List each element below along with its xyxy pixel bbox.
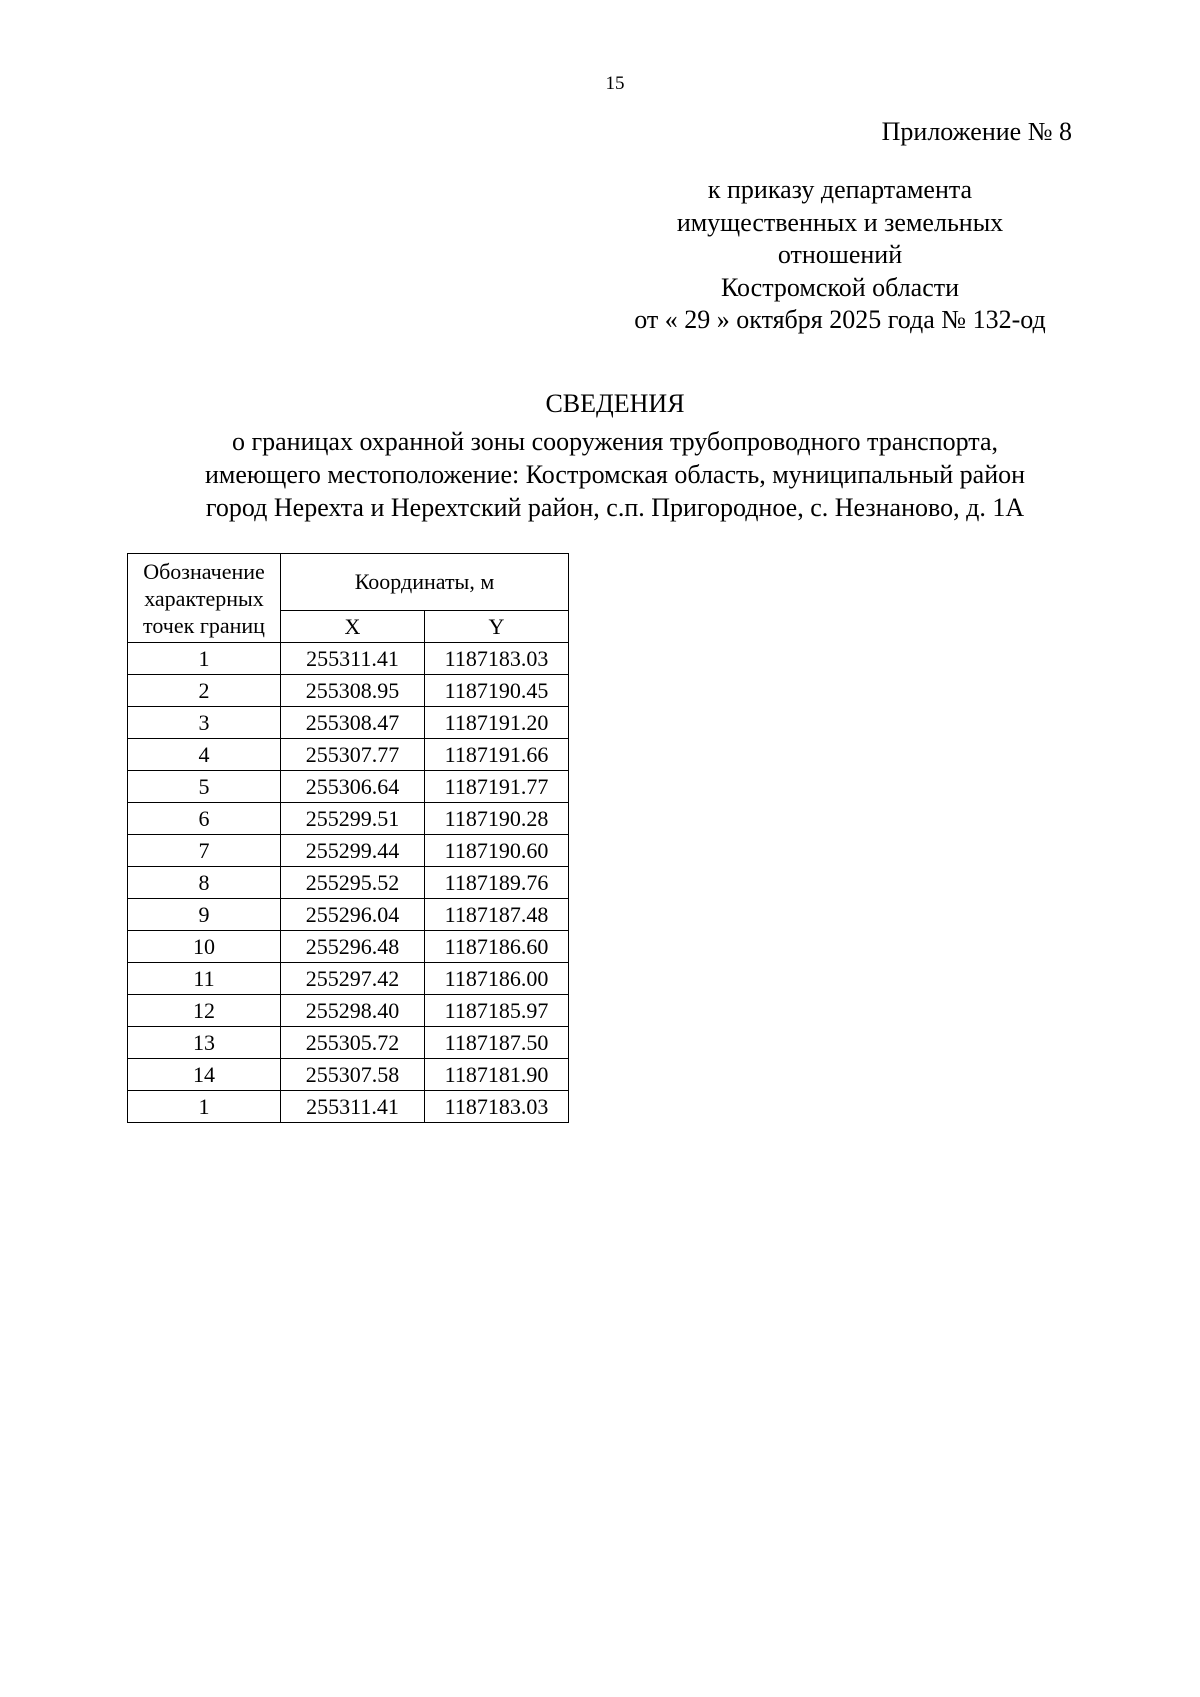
- x-coordinate-cell: 255307.77: [281, 739, 425, 771]
- header-designation-line: характерных: [144, 585, 264, 611]
- x-coordinate-cell: 255305.72: [281, 1027, 425, 1059]
- point-cell: 10: [128, 931, 281, 963]
- y-coordinate-cell: 1187190.45: [425, 675, 569, 707]
- y-coordinate-cell: 1187183.03: [425, 643, 569, 675]
- point-cell: 2: [128, 675, 281, 707]
- order-reference: [600, 174, 1080, 337]
- point-cell: 7: [128, 835, 281, 867]
- x-coordinate-cell: 255311.41: [281, 643, 425, 675]
- coordinates-table: [127, 553, 569, 1123]
- x-coordinate-cell: 255308.95: [281, 675, 425, 707]
- document-heading: СВЕДЕНИЯ: [545, 389, 685, 418]
- x-coordinate-cell: 255306.64: [281, 771, 425, 803]
- table-row: [128, 739, 569, 771]
- point-cell: 5: [128, 771, 281, 803]
- x-coordinate-cell: 255307.58: [281, 1059, 425, 1091]
- y-coordinate-cell: 1187187.48: [425, 899, 569, 931]
- coordinates-table-body: [128, 643, 569, 1123]
- y-coordinate-cell: 1187191.20: [425, 707, 569, 739]
- header-y: Y: [425, 611, 569, 643]
- x-coordinate-cell: 255311.41: [281, 1091, 425, 1123]
- point-cell: 12: [128, 995, 281, 1027]
- document-subheading: [150, 425, 1080, 524]
- order-line: отношений: [777, 240, 903, 269]
- x-coordinate-cell: 255296.48: [281, 931, 425, 963]
- header-designation-line: точек границ: [143, 612, 265, 638]
- point-cell: 13: [128, 1027, 281, 1059]
- table-row: [128, 1059, 569, 1091]
- appendix-title: Приложение № 8: [881, 117, 1072, 146]
- table-row: [128, 899, 569, 931]
- x-coordinate-cell: 255299.44: [281, 835, 425, 867]
- x-coordinate-cell: 255298.40: [281, 995, 425, 1027]
- table-row: [128, 867, 569, 899]
- y-coordinate-cell: 1187191.66: [425, 739, 569, 771]
- y-coordinate-cell: 1187185.97: [425, 995, 569, 1027]
- table-row: [128, 1091, 569, 1123]
- order-line: Костромской области: [720, 272, 960, 302]
- x-coordinate-cell: 255295.52: [281, 867, 425, 899]
- order-date-line: от « 29 » октября 2025 года № 132-од: [634, 305, 1046, 334]
- table-row: [128, 643, 569, 675]
- table-row: [128, 707, 569, 739]
- point-cell: 3: [128, 707, 281, 739]
- y-coordinate-cell: 1187189.76: [425, 867, 569, 899]
- y-coordinate-cell: 1187186.60: [425, 931, 569, 963]
- x-coordinate-cell: 255296.04: [281, 899, 425, 931]
- table-row: [128, 835, 569, 867]
- point-cell: 4: [128, 739, 281, 771]
- point-cell: 8: [128, 867, 281, 899]
- point-cell: 9: [128, 899, 281, 931]
- subheading-line: город Нерехта и Нерехтский район, с.п. Пригородное, с. Незнаново, д. 1А: [205, 493, 1025, 522]
- point-cell: 1: [128, 643, 281, 675]
- y-coordinate-cell: 1187190.60: [425, 835, 569, 867]
- subheading-line: о границах охранной зоны сооружения трубопроводного транспорта,: [231, 427, 999, 456]
- table-row: [128, 771, 569, 803]
- header-x: X: [281, 611, 425, 643]
- order-line: имущественных и земельных: [676, 207, 1004, 237]
- y-coordinate-cell: 1187181.90: [425, 1059, 569, 1091]
- point-cell: 1: [128, 1091, 281, 1123]
- y-coordinate-cell: 1187186.00: [425, 963, 569, 995]
- table-row: [128, 1027, 569, 1059]
- table-row: [128, 931, 569, 963]
- y-coordinate-cell: 1187191.77: [425, 771, 569, 803]
- page-number: 15: [605, 73, 625, 94]
- table-row: [128, 675, 569, 707]
- y-coordinate-cell: 1187187.50: [425, 1027, 569, 1059]
- order-line: к приказу департамента: [707, 175, 973, 204]
- table-row: [128, 803, 569, 835]
- x-coordinate-cell: 255299.51: [281, 803, 425, 835]
- point-cell: 6: [128, 803, 281, 835]
- x-coordinate-cell: 255308.47: [281, 707, 425, 739]
- x-coordinate-cell: 255297.42: [281, 963, 425, 995]
- y-coordinate-cell: 1187190.28: [425, 803, 569, 835]
- y-coordinate-cell: 1187183.03: [425, 1091, 569, 1123]
- table-row: [128, 995, 569, 1027]
- point-cell: 14: [128, 1059, 281, 1091]
- header-coordinates: Координаты, м: [281, 554, 569, 611]
- header-designation-line: Обозначение: [143, 558, 265, 584]
- point-cell: 11: [128, 963, 281, 995]
- header-point-designation: [128, 554, 281, 643]
- subheading-line: имеющего местоположение: Костромская область, муниципальный район: [204, 460, 1026, 489]
- table-row: [128, 963, 569, 995]
